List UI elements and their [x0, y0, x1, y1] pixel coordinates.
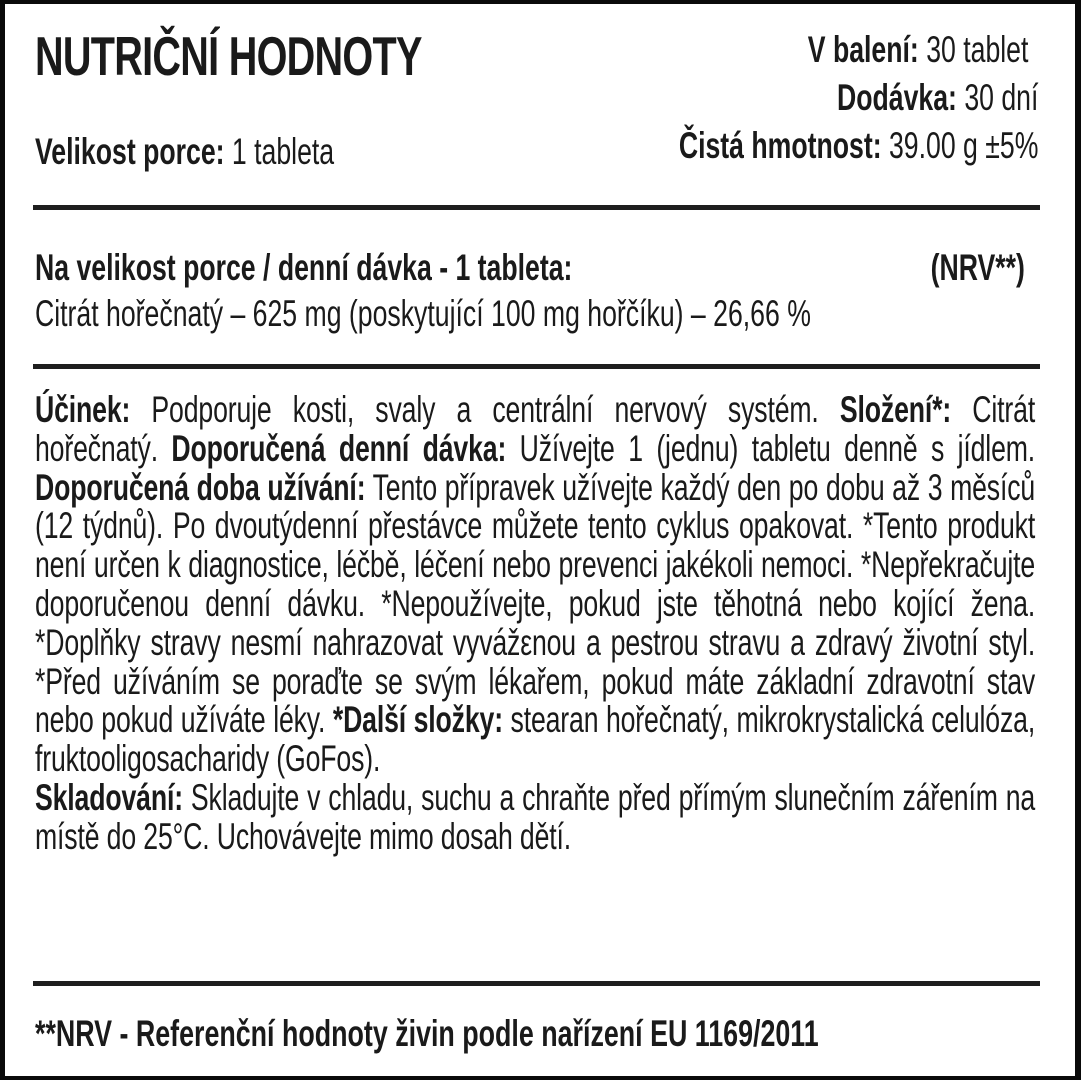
duration-text: Tento přípravek užívejte každý den po dobu až 3 měsíců (12 týdnů). Po dvoutýdenní přestávce můžete tento cyklus opakovat. *Tento produkt není určen k diagnostice, léčbě, léčení nebo prevenci jakékoli nemoci. *Nepřekračujte doporučenou denní dávku. *Nepoužívejte, pokud jste těhotná nebo kojící žena. *Doplňky stravy nesmí nahrazovat vyvážεnou a pestrou stravu a zdravý životní styl. *Před užíváním se poraďte se svým lékařem, pokud máte základní zdravotní stav nebo pokud užíváte léky.	[35, 466, 1036, 741]
storage-label: Skladování:	[35, 776, 183, 818]
package-count	[676, 26, 1028, 74]
dose-text: Užívejte 1 (jednu) tabletu denně s jídlem.	[506, 427, 1036, 469]
ingredient-row: Citrát hořečnatý – 625 mg (poskytující 100 mg hořčíku) – 26,66 %	[35, 293, 811, 334]
supply-duration	[678, 74, 1038, 122]
nrv-footnote: **NRV - Referenční hodnoty živin podle nařízení EU 1169/2011	[35, 1013, 819, 1054]
effect-text: Podporuje kosti, svaly a centrální nervový systém.	[130, 389, 840, 430]
serving-size-label: Velikost porce:	[35, 131, 225, 172]
supply-duration-value: 30 dní	[956, 77, 1038, 118]
duration-label: Doporučená doba užívání:	[35, 466, 366, 508]
composition-label: Složení*:	[839, 389, 952, 430]
storage-text: Skladujte v chladu, suchu a chraňte před přímým slunečním zářením na místě do 25°C. Uchovávejte mimo dosah dětí.	[35, 776, 1036, 857]
divider	[33, 205, 1040, 210]
effect-label: Účinek:	[35, 389, 131, 430]
other-ingredients-label: *Další složky:	[332, 699, 503, 741]
per-serving-label: Na velikost porce / denní dávka - 1 tableta:	[35, 247, 573, 288]
divider	[33, 981, 1040, 986]
serving-size	[35, 130, 334, 174]
other-ingredients-text: stearan hořečnatý, mikrokrystalická celulóza, fruktooligosacharidy (GoFos).	[35, 699, 1036, 780]
package-count-label: V balení:	[807, 29, 919, 70]
label-title: NUTRIČNÍ HODNOTY	[35, 25, 422, 87]
package-count-value: 30 tablet	[918, 29, 1028, 70]
net-weight-label: Čistá hmotnost:	[678, 125, 882, 166]
composition-text: Citrát hořečnatý.	[35, 389, 1036, 469]
supply-duration-label: Dodávka:	[836, 77, 957, 118]
net-weight-value: 39.00 g ±5%	[881, 125, 1038, 166]
serving-size-value: 1 tableta	[224, 131, 335, 172]
divider	[33, 364, 1040, 369]
package-info	[539, 26, 1038, 170]
net-weight	[678, 122, 1038, 170]
product-information	[35, 391, 1035, 857]
dose-label: Doporučená denní dávka:	[171, 427, 507, 469]
nrv-heading: (NRV**)	[930, 247, 1025, 288]
